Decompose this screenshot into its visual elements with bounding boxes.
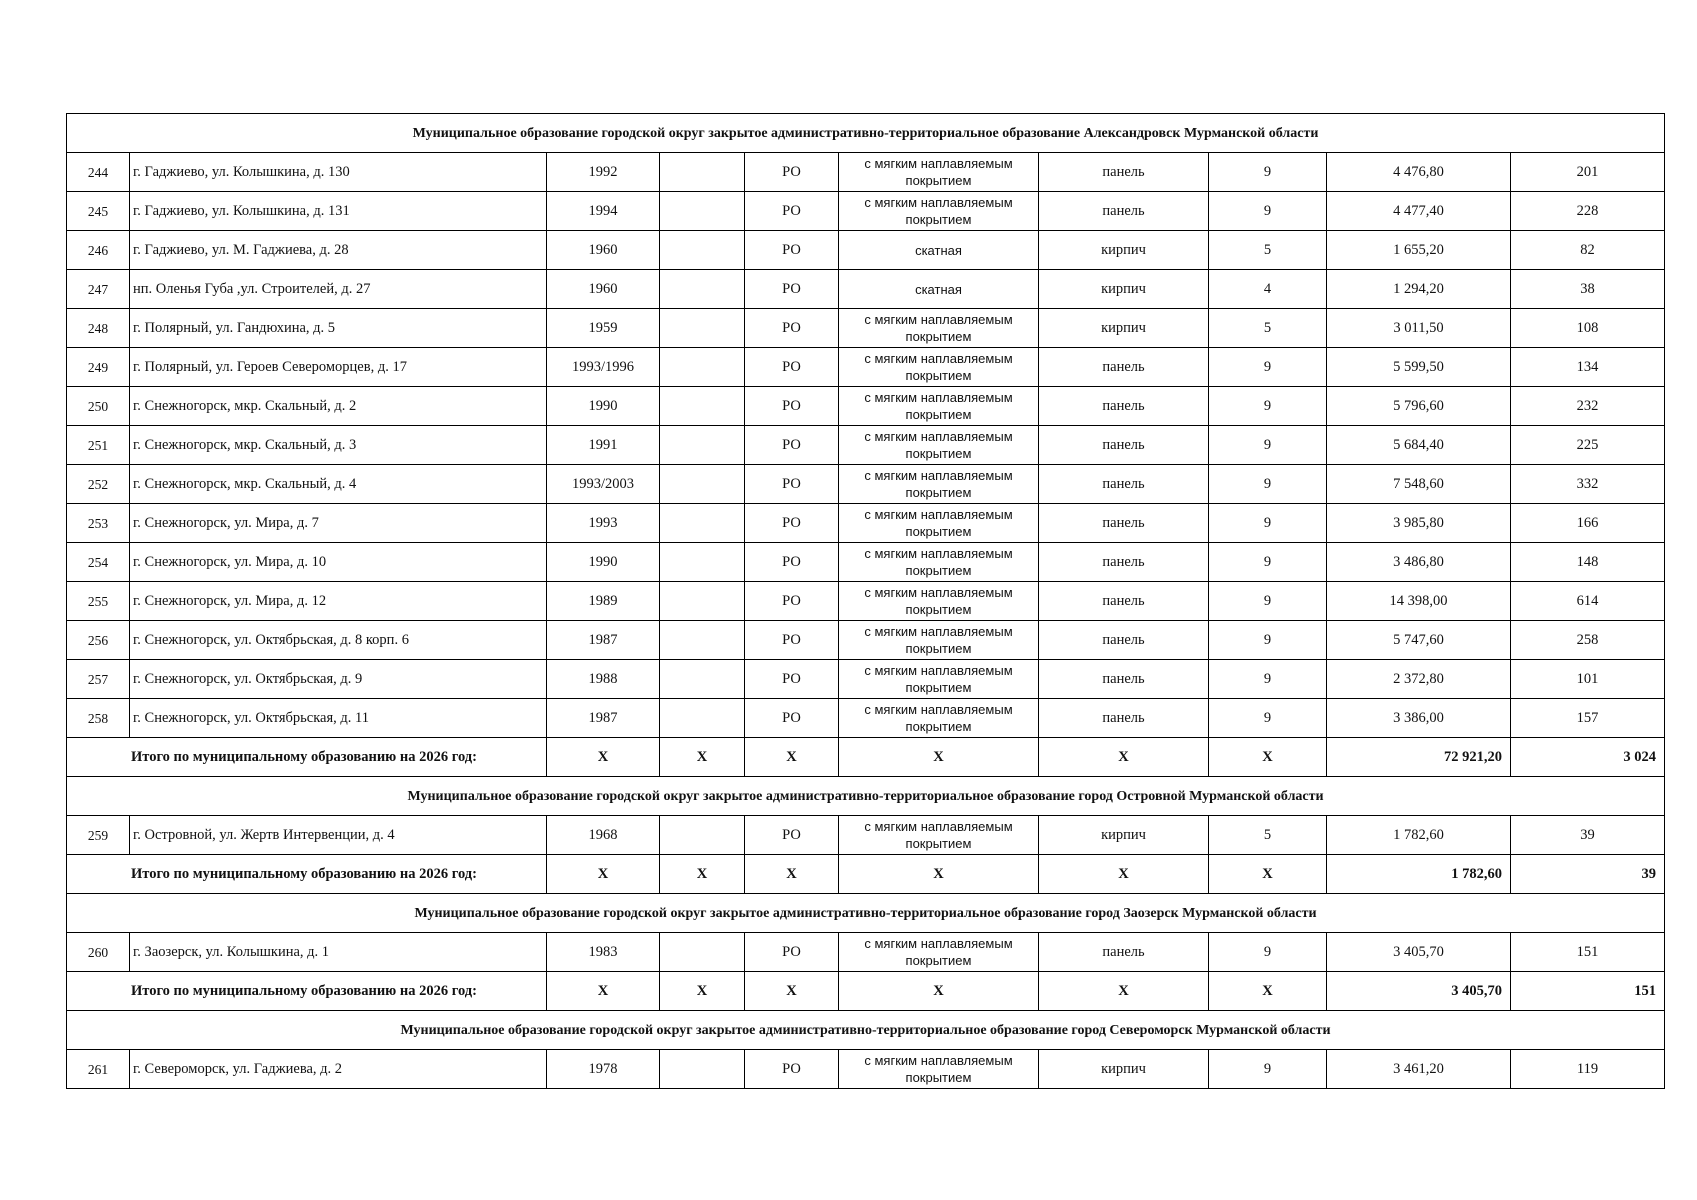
empty-cell (660, 348, 745, 387)
table-row (67, 660, 1665, 699)
row-number-cell: 245 (67, 192, 130, 231)
area-cell: 3 386,00 (1327, 699, 1511, 738)
residents-cell: 39 (1511, 816, 1665, 855)
year-cell: 1988 (547, 660, 660, 699)
empty-cell (660, 231, 745, 270)
area-cell: 1 782,60 (1327, 816, 1511, 855)
residents-cell: 151 (1511, 933, 1665, 972)
total-mark-cell: X (660, 972, 745, 1011)
floors-cell: 9 (1209, 465, 1327, 504)
address-cell: г. Гаджиево, ул. Колышкина, д. 131 (130, 192, 547, 231)
year-cell: 1989 (547, 582, 660, 621)
residents-cell: 258 (1511, 621, 1665, 660)
residents-cell: 614 (1511, 582, 1665, 621)
address-cell: г. Заозерск, ул. Колышкина, д. 1 (130, 933, 547, 972)
roof-type-cell: с мягким наплавляемым покрытием (839, 699, 1039, 738)
total-mark-cell: X (745, 855, 839, 894)
year-cell: 1987 (547, 699, 660, 738)
roof-type-cell: с мягким наплавляемым покрытием (839, 543, 1039, 582)
year-cell: 1968 (547, 816, 660, 855)
area-cell: 4 476,80 (1327, 153, 1511, 192)
area-cell: 14 398,00 (1327, 582, 1511, 621)
year-cell: 1994 (547, 192, 660, 231)
area-cell: 1 294,20 (1327, 270, 1511, 309)
owner-form-cell: РО (745, 309, 839, 348)
row-number-cell: 256 (67, 621, 130, 660)
total-row (67, 972, 1665, 1011)
address-cell: г. Гаджиево, ул. Колышкина, д. 130 (130, 153, 547, 192)
area-cell: 3 461,20 (1327, 1050, 1511, 1089)
wall-material-cell: панель (1039, 153, 1209, 192)
empty-cell (660, 933, 745, 972)
section-header-row (67, 114, 1665, 153)
total-mark-cell: X (745, 738, 839, 777)
floors-cell: 9 (1209, 348, 1327, 387)
residents-cell: 82 (1511, 231, 1665, 270)
total-label: Итого по муниципальному образованию на 2026 год: (67, 738, 547, 777)
total-mark-cell: X (547, 972, 660, 1011)
table-row (67, 816, 1665, 855)
total-mark-cell: X (1039, 738, 1209, 777)
empty-cell (660, 465, 745, 504)
row-number-cell: 260 (67, 933, 130, 972)
year-cell: 1993/2003 (547, 465, 660, 504)
area-cell: 3 011,50 (1327, 309, 1511, 348)
row-number-cell: 249 (67, 348, 130, 387)
address-cell: г. Снежногорск, мкр. Скальный, д. 2 (130, 387, 547, 426)
area-cell: 5 747,60 (1327, 621, 1511, 660)
residents-cell: 134 (1511, 348, 1665, 387)
owner-form-cell: РО (745, 582, 839, 621)
row-number-cell: 244 (67, 153, 130, 192)
table-row (67, 621, 1665, 660)
wall-material-cell: панель (1039, 348, 1209, 387)
total-label: Итого по муниципальному образованию на 2026 год: (67, 855, 547, 894)
wall-material-cell: панель (1039, 465, 1209, 504)
residents-cell: 108 (1511, 309, 1665, 348)
wall-material-cell: панель (1039, 582, 1209, 621)
row-number-cell: 255 (67, 582, 130, 621)
table-row (67, 348, 1665, 387)
floors-cell: 9 (1209, 504, 1327, 543)
area-cell: 1 655,20 (1327, 231, 1511, 270)
owner-form-cell: РО (745, 699, 839, 738)
area-cell: 3 985,80 (1327, 504, 1511, 543)
row-number-cell: 253 (67, 504, 130, 543)
empty-cell (660, 699, 745, 738)
address-cell: г. Снежногорск, ул. Мира, д. 12 (130, 582, 547, 621)
floors-cell: 9 (1209, 543, 1327, 582)
total-mark-cell: X (1039, 855, 1209, 894)
residents-cell: 157 (1511, 699, 1665, 738)
section-title: Муниципальное образование городской округ закрытое административно-территориальное образование Александровск Мурманской области (67, 114, 1665, 153)
table-row (67, 465, 1665, 504)
section-title: Муниципальное образование городской округ закрытое административно-территориальное образование город Островной Мурманской области (67, 777, 1665, 816)
address-cell: нп. Оленья Губа ,ул. Строителей, д. 27 (130, 270, 547, 309)
total-residents-cell: 3 024 (1511, 738, 1665, 777)
owner-form-cell: РО (745, 465, 839, 504)
year-cell: 1990 (547, 543, 660, 582)
wall-material-cell: кирпич (1039, 1050, 1209, 1089)
year-cell: 1993/1996 (547, 348, 660, 387)
floors-cell: 5 (1209, 231, 1327, 270)
address-cell: г. Снежногорск, мкр. Скальный, д. 3 (130, 426, 547, 465)
section-header-row (67, 894, 1665, 933)
area-cell: 4 477,40 (1327, 192, 1511, 231)
owner-form-cell: РО (745, 543, 839, 582)
roof-type-cell: с мягким наплавляемым покрытием (839, 933, 1039, 972)
table-row (67, 309, 1665, 348)
row-number-cell: 258 (67, 699, 130, 738)
floors-cell: 9 (1209, 582, 1327, 621)
row-number-cell: 251 (67, 426, 130, 465)
total-area-cell: 1 782,60 (1327, 855, 1511, 894)
year-cell: 1987 (547, 621, 660, 660)
residents-cell: 228 (1511, 192, 1665, 231)
residents-cell: 225 (1511, 426, 1665, 465)
year-cell: 1993 (547, 504, 660, 543)
floors-cell: 9 (1209, 153, 1327, 192)
row-number-cell: 248 (67, 309, 130, 348)
total-mark-cell: X (1039, 972, 1209, 1011)
floors-cell: 9 (1209, 426, 1327, 465)
empty-cell (660, 426, 745, 465)
owner-form-cell: РО (745, 1050, 839, 1089)
empty-cell (660, 816, 745, 855)
wall-material-cell: панель (1039, 387, 1209, 426)
area-cell: 7 548,60 (1327, 465, 1511, 504)
year-cell: 1960 (547, 270, 660, 309)
section-title: Муниципальное образование городской округ закрытое административно-территориальное образование город Североморск Мурманской области (67, 1011, 1665, 1050)
year-cell: 1991 (547, 426, 660, 465)
row-number-cell: 261 (67, 1050, 130, 1089)
address-cell: г. Снежногорск, ул. Мира, д. 7 (130, 504, 547, 543)
wall-material-cell: панель (1039, 504, 1209, 543)
floors-cell: 9 (1209, 621, 1327, 660)
residents-cell: 148 (1511, 543, 1665, 582)
empty-cell (660, 153, 745, 192)
row-number-cell: 257 (67, 660, 130, 699)
table-row (67, 504, 1665, 543)
owner-form-cell: РО (745, 660, 839, 699)
area-cell: 2 372,80 (1327, 660, 1511, 699)
table-row (67, 192, 1665, 231)
total-residents-cell: 39 (1511, 855, 1665, 894)
floors-cell: 4 (1209, 270, 1327, 309)
owner-form-cell: РО (745, 231, 839, 270)
residents-cell: 166 (1511, 504, 1665, 543)
owner-form-cell: РО (745, 387, 839, 426)
empty-cell (660, 192, 745, 231)
total-residents-cell: 151 (1511, 972, 1665, 1011)
row-number-cell: 259 (67, 816, 130, 855)
roof-type-cell: с мягким наплавляемым покрытием (839, 309, 1039, 348)
wall-material-cell: кирпич (1039, 231, 1209, 270)
total-row (67, 855, 1665, 894)
table-row (67, 153, 1665, 192)
wall-material-cell: кирпич (1039, 309, 1209, 348)
year-cell: 1990 (547, 387, 660, 426)
wall-material-cell: кирпич (1039, 816, 1209, 855)
total-mark-cell: X (745, 972, 839, 1011)
row-number-cell: 246 (67, 231, 130, 270)
total-mark-cell: X (1209, 855, 1327, 894)
total-mark-cell: X (660, 855, 745, 894)
floors-cell: 9 (1209, 933, 1327, 972)
roof-type-cell: с мягким наплавляемым покрытием (839, 348, 1039, 387)
table-row (67, 231, 1665, 270)
area-cell: 3 486,80 (1327, 543, 1511, 582)
total-mark-cell: X (660, 738, 745, 777)
empty-cell (660, 582, 745, 621)
floors-cell: 9 (1209, 1050, 1327, 1089)
row-number-cell: 254 (67, 543, 130, 582)
year-cell: 1983 (547, 933, 660, 972)
total-row (67, 738, 1665, 777)
address-cell: г. Полярный, ул. Героев Североморцев, д. 17 (130, 348, 547, 387)
total-mark-cell: X (547, 855, 660, 894)
owner-form-cell: РО (745, 816, 839, 855)
table-row (67, 1050, 1665, 1089)
empty-cell (660, 387, 745, 426)
total-area-cell: 3 405,70 (1327, 972, 1511, 1011)
roof-type-cell: с мягким наплавляемым покрытием (839, 153, 1039, 192)
table-row (67, 699, 1665, 738)
year-cell: 1992 (547, 153, 660, 192)
row-number-cell: 247 (67, 270, 130, 309)
wall-material-cell: панель (1039, 660, 1209, 699)
area-cell: 3 405,70 (1327, 933, 1511, 972)
area-cell: 5 684,40 (1327, 426, 1511, 465)
floors-cell: 9 (1209, 660, 1327, 699)
roof-type-cell: с мягким наплавляемым покрытием (839, 816, 1039, 855)
residents-cell: 232 (1511, 387, 1665, 426)
roof-type-cell: с мягким наплавляемым покрытием (839, 387, 1039, 426)
total-mark-cell: X (1209, 738, 1327, 777)
total-mark-cell: X (1209, 972, 1327, 1011)
owner-form-cell: РО (745, 348, 839, 387)
address-cell: г. Снежногорск, ул. Октябрьская, д. 11 (130, 699, 547, 738)
housing-register-table (66, 113, 1665, 1089)
roof-type-cell: скатная (839, 231, 1039, 270)
roof-type-cell: с мягким наплавляемым покрытием (839, 621, 1039, 660)
floors-cell: 9 (1209, 192, 1327, 231)
wall-material-cell: панель (1039, 543, 1209, 582)
owner-form-cell: РО (745, 621, 839, 660)
address-cell: г. Снежногорск, ул. Октябрьская, д. 9 (130, 660, 547, 699)
table-body (67, 114, 1665, 1089)
owner-form-cell: РО (745, 504, 839, 543)
floors-cell: 5 (1209, 309, 1327, 348)
roof-type-cell: с мягким наплавляемым покрытием (839, 192, 1039, 231)
owner-form-cell: РО (745, 426, 839, 465)
section-header-row (67, 1011, 1665, 1050)
owner-form-cell: РО (745, 270, 839, 309)
roof-type-cell: с мягким наплавляемым покрытием (839, 504, 1039, 543)
wall-material-cell: кирпич (1039, 270, 1209, 309)
owner-form-cell: РО (745, 933, 839, 972)
empty-cell (660, 270, 745, 309)
total-mark-cell: X (839, 855, 1039, 894)
owner-form-cell: РО (745, 153, 839, 192)
wall-material-cell: панель (1039, 621, 1209, 660)
address-cell: г. Североморск, ул. Гаджиева, д. 2 (130, 1050, 547, 1089)
empty-cell (660, 621, 745, 660)
table-row (67, 387, 1665, 426)
table-row (67, 426, 1665, 465)
total-area-cell: 72 921,20 (1327, 738, 1511, 777)
table-row (67, 933, 1665, 972)
empty-cell (660, 504, 745, 543)
owner-form-cell: РО (745, 192, 839, 231)
roof-type-cell: с мягким наплавляемым покрытием (839, 465, 1039, 504)
floors-cell: 5 (1209, 816, 1327, 855)
table-row (67, 582, 1665, 621)
address-cell: г. Снежногорск, ул. Октябрьская, д. 8 корп. 6 (130, 621, 547, 660)
address-cell: г. Снежногорск, мкр. Скальный, д. 4 (130, 465, 547, 504)
address-cell: г. Островной, ул. Жертв Интервенции, д. 4 (130, 816, 547, 855)
roof-type-cell: скатная (839, 270, 1039, 309)
residents-cell: 38 (1511, 270, 1665, 309)
section-header-row (67, 777, 1665, 816)
address-cell: г. Гаджиево, ул. М. Гаджиева, д. 28 (130, 231, 547, 270)
table-row (67, 543, 1665, 582)
empty-cell (660, 660, 745, 699)
empty-cell (660, 309, 745, 348)
year-cell: 1960 (547, 231, 660, 270)
section-title: Муниципальное образование городской округ закрытое административно-территориальное образование город Заозерск Мурманской области (67, 894, 1665, 933)
total-mark-cell: X (839, 972, 1039, 1011)
wall-material-cell: панель (1039, 933, 1209, 972)
year-cell: 1959 (547, 309, 660, 348)
floors-cell: 9 (1209, 699, 1327, 738)
roof-type-cell: с мягким наплавляемым покрытием (839, 660, 1039, 699)
residents-cell: 201 (1511, 153, 1665, 192)
empty-cell (660, 543, 745, 582)
residents-cell: 332 (1511, 465, 1665, 504)
floors-cell: 9 (1209, 387, 1327, 426)
roof-type-cell: с мягким наплавляемым покрытием (839, 582, 1039, 621)
roof-type-cell: с мягким наплавляемым покрытием (839, 426, 1039, 465)
total-label: Итого по муниципальному образованию на 2026 год: (67, 972, 547, 1011)
residents-cell: 119 (1511, 1050, 1665, 1089)
address-cell: г. Полярный, ул. Гандюхина, д. 5 (130, 309, 547, 348)
wall-material-cell: панель (1039, 699, 1209, 738)
total-mark-cell: X (839, 738, 1039, 777)
area-cell: 5 599,50 (1327, 348, 1511, 387)
address-cell: г. Снежногорск, ул. Мира, д. 10 (130, 543, 547, 582)
row-number-cell: 250 (67, 387, 130, 426)
empty-cell (660, 1050, 745, 1089)
residents-cell: 101 (1511, 660, 1665, 699)
year-cell: 1978 (547, 1050, 660, 1089)
total-mark-cell: X (547, 738, 660, 777)
roof-type-cell: с мягким наплавляемым покрытием (839, 1050, 1039, 1089)
row-number-cell: 252 (67, 465, 130, 504)
wall-material-cell: панель (1039, 426, 1209, 465)
area-cell: 5 796,60 (1327, 387, 1511, 426)
table-row (67, 270, 1665, 309)
wall-material-cell: панель (1039, 192, 1209, 231)
